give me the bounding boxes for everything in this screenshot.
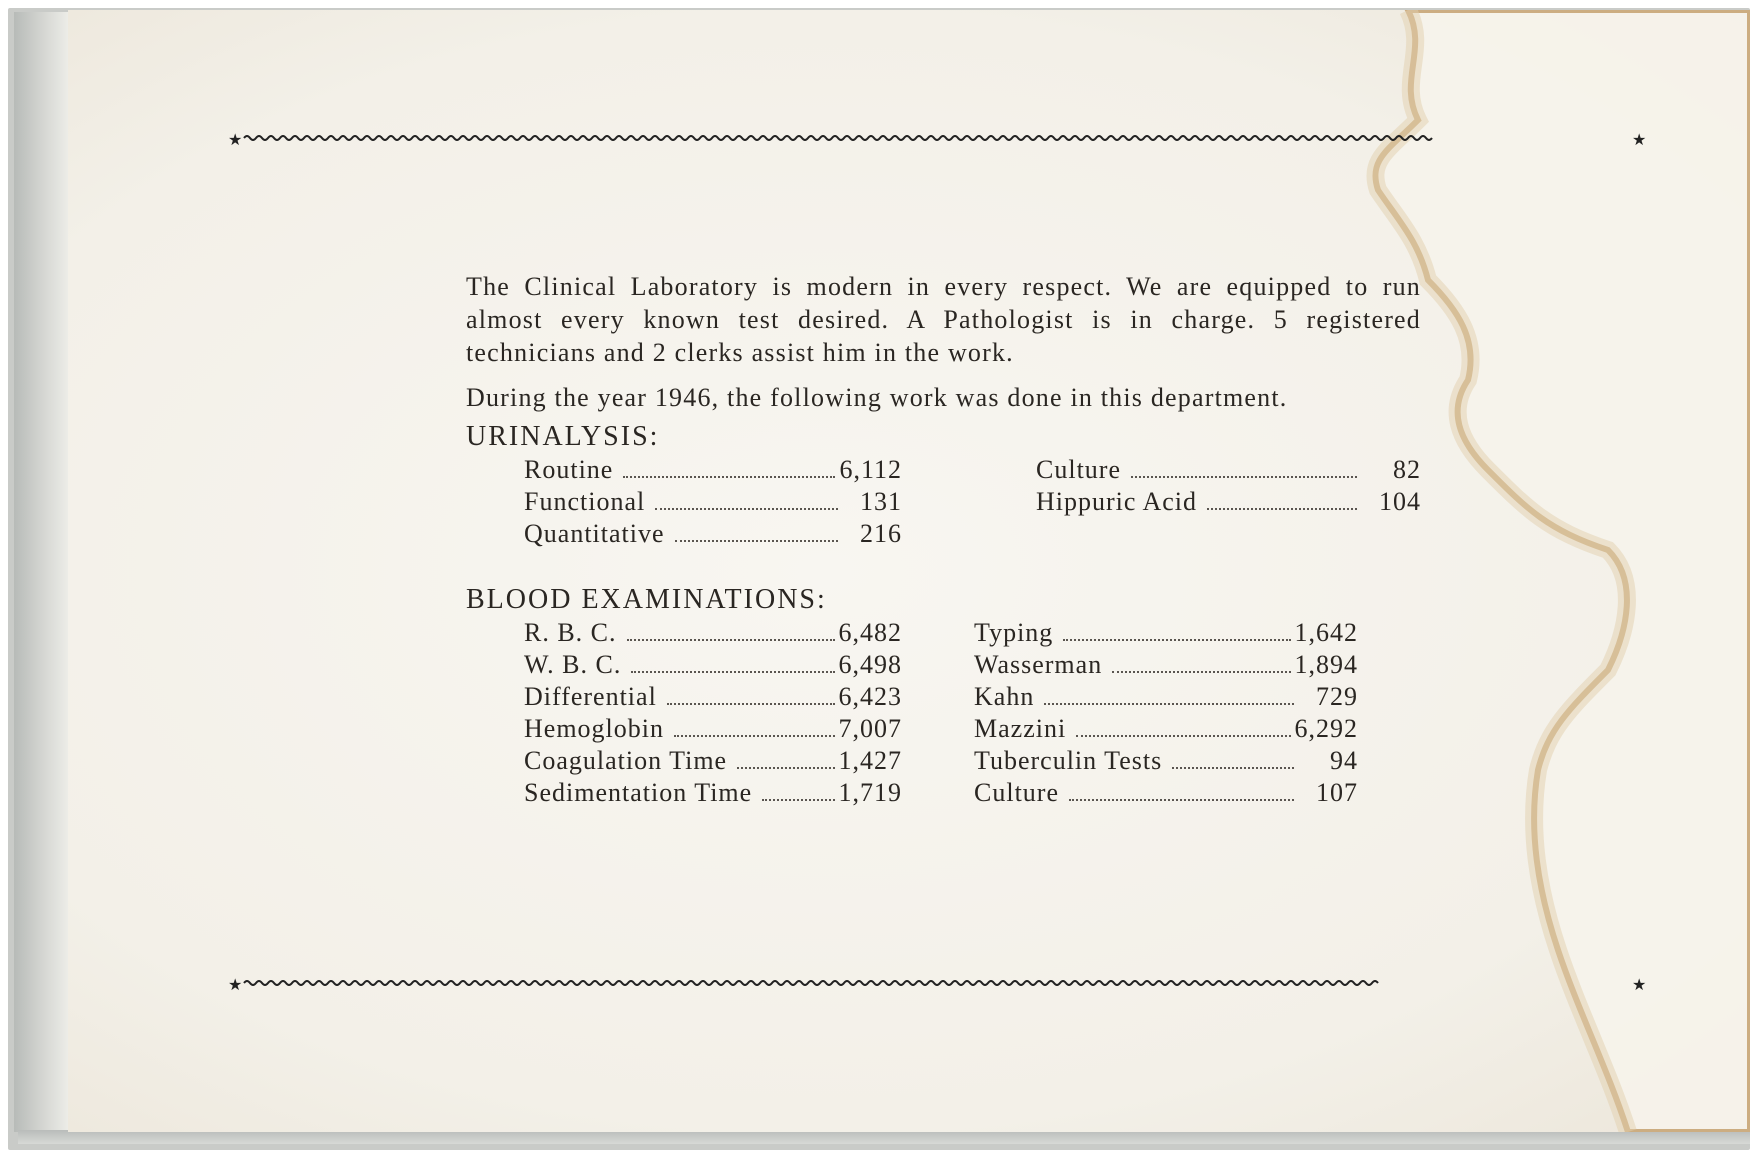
- item-label: Quantitative: [524, 519, 665, 548]
- list-item: [524, 776, 902, 808]
- lab-report-text: [466, 270, 1421, 816]
- dot-leader: [674, 735, 835, 737]
- item-count: 107: [1316, 778, 1358, 807]
- dot-leader: [1131, 476, 1357, 478]
- item-label: Mazzini: [974, 714, 1067, 743]
- list-item: [974, 744, 1358, 776]
- dot-leader: [655, 508, 838, 510]
- item-count: 6,292: [1294, 714, 1358, 743]
- blood-examinations-heading: BLOOD EXAMINATIONS:: [466, 584, 827, 615]
- item-count: 216: [860, 519, 902, 548]
- svg-text:★: ★: [1632, 975, 1647, 994]
- item-count: 6,423: [838, 682, 902, 711]
- list-item: [1036, 453, 1421, 485]
- dot-leader: [631, 671, 834, 673]
- urinalysis-table: [466, 453, 1421, 553]
- binding-edge: [14, 12, 70, 1132]
- dot-leader: [623, 476, 835, 478]
- list-item: [524, 485, 902, 517]
- item-label: R. B. C.: [524, 618, 617, 647]
- bottom-decorative-rule: [228, 975, 1650, 995]
- svg-text:★: ★: [228, 130, 243, 149]
- dot-leader: [1207, 508, 1357, 510]
- item-label: Hemoglobin: [524, 714, 664, 743]
- item-count: 6,498: [838, 650, 902, 679]
- dot-leader: [1069, 799, 1294, 801]
- item-label: Typing: [974, 618, 1054, 647]
- item-count: 6,482: [838, 618, 902, 647]
- list-item: [974, 712, 1358, 744]
- item-count: 1,894: [1294, 650, 1358, 679]
- top-decorative-rule: [228, 130, 1650, 150]
- dot-leader: [737, 767, 834, 769]
- item-count: 82: [1393, 455, 1421, 484]
- item-count: 1,427: [838, 746, 902, 775]
- item-label: Wasserman: [974, 650, 1103, 679]
- dot-leader: [1044, 703, 1294, 705]
- item-label: W. B. C.: [524, 650, 622, 679]
- dot-leader: [675, 540, 838, 542]
- dot-leader: [627, 639, 835, 641]
- item-count: 729: [1316, 682, 1358, 711]
- item-count: 1,642: [1294, 618, 1358, 647]
- item-count: 131: [860, 487, 902, 516]
- item-label: Differential: [524, 682, 657, 711]
- urinalysis-right-column: [1036, 453, 1421, 517]
- dot-leader: [762, 799, 834, 801]
- item-label: Kahn: [974, 682, 1035, 711]
- svg-text:★: ★: [1632, 130, 1647, 149]
- item-label: Tuberculin Tests: [974, 746, 1163, 775]
- list-item: [524, 712, 902, 744]
- dot-leader: [1063, 639, 1290, 641]
- item-count: 1,719: [838, 778, 902, 807]
- item-label: Culture: [1036, 455, 1121, 484]
- item-label: Functional: [524, 487, 646, 516]
- list-item: [524, 453, 902, 485]
- item-label: Routine: [524, 455, 614, 484]
- list-item: [974, 616, 1358, 648]
- item-count: 94: [1330, 746, 1358, 775]
- dot-leader: [1112, 671, 1290, 673]
- item-count: 7,007: [838, 714, 902, 743]
- page-bottom-edge: [18, 1130, 1750, 1144]
- blood-left-column: [524, 616, 902, 808]
- list-item: [524, 680, 902, 712]
- blood-examinations-table: [466, 616, 1421, 816]
- list-item: [974, 648, 1358, 680]
- list-item: [524, 648, 902, 680]
- list-item: [524, 517, 902, 549]
- year-summary-paragraph: During the year 1946, the following work was done in this department.: [466, 383, 1288, 412]
- list-item: [524, 744, 902, 776]
- dot-leader: [667, 703, 835, 705]
- svg-text:★: ★: [228, 975, 243, 994]
- dot-leader: [1076, 735, 1290, 737]
- blood-right-column: [974, 616, 1358, 808]
- list-item: [524, 616, 902, 648]
- urinalysis-heading: URINALYSIS:: [466, 421, 660, 452]
- list-item: [974, 776, 1358, 808]
- urinalysis-left-column: [524, 453, 902, 549]
- item-label: Hippuric Acid: [1036, 487, 1198, 516]
- item-label: Sedimentation Time: [524, 778, 753, 807]
- list-item: [974, 680, 1358, 712]
- list-item: [1036, 485, 1421, 517]
- item-label: Culture: [974, 778, 1059, 807]
- item-count: 6,112: [839, 455, 902, 484]
- item-count: 104: [1379, 487, 1421, 516]
- item-label: Coagulation Time: [524, 746, 728, 775]
- intro-paragraph: The Clinical Laboratory is modern in every respect. We are equipped to run almost every known test desired. A Pathologist is in charge. 5 registered technicians and 2 clerks assist him in the work.: [466, 272, 1421, 367]
- dot-leader: [1172, 767, 1294, 769]
